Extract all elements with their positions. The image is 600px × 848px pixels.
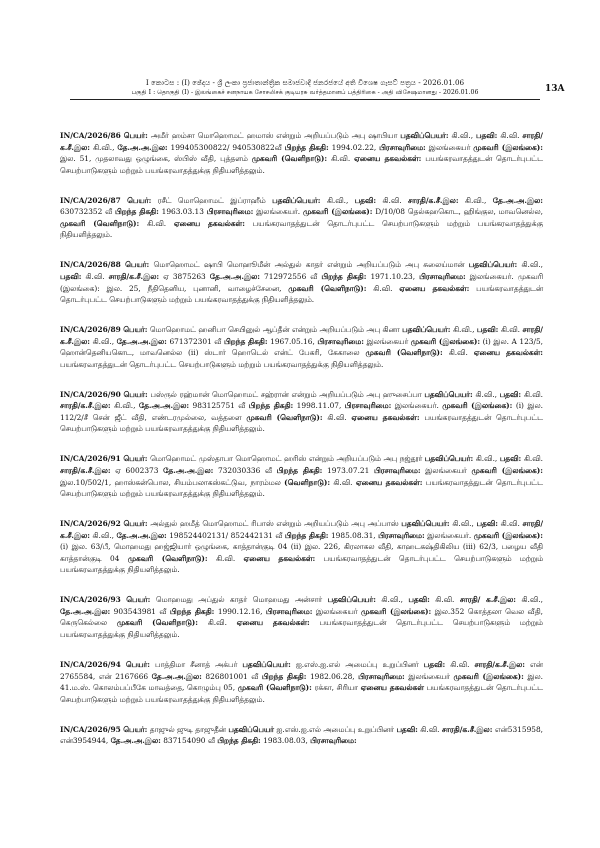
field-label: தே.அ.அ.இல: — [138, 401, 190, 411]
field-value: 630732352 வீ — [60, 207, 113, 217]
field-value: 903543981 வீ — [113, 606, 167, 616]
list-item — [60, 518, 543, 576]
field-value: மொஹொமட் ஷாபி மொஹூமீன் அல்துல் காதர் என்றும் அறியப்படும் அபு சுலைய்மான் — [153, 260, 465, 270]
field-label: பிரசாவுரிமை: — [373, 465, 421, 475]
field-label: பதவிப்பெயர்: — [424, 454, 474, 464]
field-label: பதவிப்பெயர்: — [242, 659, 291, 669]
field-label: சாரதி/க.சீ.இல: — [60, 401, 111, 411]
field-label: பிரசாவுரிமை: — [206, 207, 254, 217]
entry-id: IN/CA/2026/91 — [60, 454, 121, 464]
field-value: இலங்கையர் — [315, 606, 358, 616]
field-value: 1982.06.28, — [309, 671, 355, 681]
field-label: பதவி: — [499, 454, 522, 464]
field-label: முகவரி (வெளிநாடு): — [251, 154, 328, 164]
field-label: பதவிப்பெயர்: — [272, 195, 321, 205]
list-item — [60, 389, 543, 435]
field-value: இலங்கையர். — [256, 207, 301, 217]
field-value: கி.வி. — [435, 595, 455, 605]
field-value: 983125751 வீ — [192, 401, 246, 411]
field-value: கி.வி., — [475, 389, 497, 399]
field-label: பதவிப்பெயர்: — [424, 389, 473, 399]
field-label: பெயர்: — [123, 519, 148, 529]
field-value: பயங்கரவாதத்துடன் தொடர்புபட்ட செயற்பாடுகளும் மற்றும் பயங்கரவாதத்துக்கு நிதியளித்தலும். — [60, 359, 384, 369]
field-value: கி.வி. — [207, 618, 227, 628]
field-value: 1967.05.16, — [270, 336, 315, 346]
field-label: பிறந்த திகதி: — [284, 142, 329, 152]
field-label: பதவிப்பெயர்: — [402, 325, 451, 335]
field-value: 732030336 வீ — [217, 465, 273, 475]
field-label: சாரதி/க.சீ.இல: — [60, 325, 543, 346]
field-label: சாரதி/க.சீ.இல: — [441, 724, 493, 734]
field-label: பிரசாவுரிமை: — [310, 736, 357, 746]
field-label: பெயர்: — [127, 195, 152, 205]
field-value: கி.வி. — [450, 659, 470, 669]
field-value: இலங்கையர் — [425, 465, 467, 475]
entry-id: IN/CA/2026/86 — [60, 131, 121, 140]
field-label: முகவரி (இலங்கை): — [410, 336, 481, 346]
field-label: பிரசாவுரிமை: — [344, 401, 392, 411]
header-tamil-line: பகுதி I : தொகுதி (I) - இலங்கைச் சனநாயக சோசலிசக் குடியரசு வர்த்தமானப் பத்திரிகை - அதி விசேஷமானது - 2026.01.06 — [70, 88, 540, 100]
field-label: பெயர்: — [123, 389, 148, 399]
field-value: 837154090 வீ — [163, 736, 215, 746]
page-number: 13A — [545, 84, 565, 94]
field-label: பதவி: — [499, 389, 522, 399]
field-value: அல்துல் ஹமீத் மொஹொமட் ரிபாஸ் என்றும் அறியப்படும் அபு அப்பாஸ் — [150, 519, 399, 529]
entry-id: IN/CA/2026/88 — [60, 260, 121, 270]
field-value: D/10/08 தெல்கஹகொட, ஹிங்குல, மாவனெல்ல, — [375, 207, 544, 217]
field-value: (i) இல. 63/பீ, மொஹமது ஹஜ்ஜியார் ஒழுங்கை, காத்தான்குடி 04 (ii) இல. 226, கிரலாகல வீதி, காஹடகஷ்திகிலிய (iii) 62/3, பழைய வீதி காத்தான்குடி 04 — [60, 542, 543, 563]
field-label: பிறந்த திகதி: — [276, 465, 323, 475]
field-value: 712972556 வீ — [264, 271, 318, 281]
field-value: கி.வி. — [523, 454, 543, 464]
field-label: பதவிப்பெயர்: — [327, 595, 376, 605]
field-value: என் 2765584, என் 2167666 — [60, 659, 543, 681]
field-label: முகவரி (இலங்கை): — [442, 401, 513, 411]
field-value: கி.வி., — [92, 336, 115, 346]
field-value: பயங்கரவாதத்துடன் தொடர்புபட்ட செயற்பாடுகளும் மற்றும் பயங்கரவாதத்துக்கு நிதியளித்தலும். — [60, 683, 544, 704]
field-value: பயங்கரவாதத்துடன் தொடர்புபட்ட செயற்பாடுகளும் மற்றும் பயங்கரவாதத்துக்கு நிதியளித்தலும். — [60, 218, 543, 240]
page-header — [70, 78, 540, 100]
entry-id: IN/CA/2026/92 — [60, 519, 121, 529]
field-label: சாரதி/க.சீ.இல: — [60, 131, 543, 152]
field-value: இலங்கையர் — [428, 142, 471, 152]
field-value: இலங்கையர் — [366, 336, 409, 346]
field-label: தே.அ.அ.இல: — [110, 736, 161, 746]
field-value: கி.வி. — [448, 348, 468, 358]
field-label: முகவரி (வெளிநாடு): — [237, 683, 312, 693]
field-value: 1990.12.16, — [217, 606, 263, 616]
field-label: பெயர்: — [125, 659, 151, 669]
field-value: பயங்கரவாதத்துடன் தொடர்புபட்ட செயற்பாடுகளும் மற்றும் பயங்கரவாதத்துக்கு நிதியளித்தலும். — [60, 553, 544, 575]
field-value: 1983.08.03, — [263, 736, 308, 746]
field-label: ஏனைய தகவல்கள்: — [473, 348, 543, 358]
field-value: கி.வி. — [333, 477, 353, 487]
entry-id: IN/CA/2026/89 — [60, 325, 121, 335]
field-value: ஏ 6002373 — [115, 465, 159, 475]
field-value: கி.வி., — [521, 260, 543, 270]
field-label: சாரதி/க.சீ.இல: — [108, 271, 160, 281]
field-label: பதவிப்பெயர்: — [468, 260, 518, 270]
field-label: பிறந்த திகதி: — [169, 606, 215, 616]
field-label: தே.அ.அ.இல: — [151, 671, 202, 681]
field-label: பிறந்த திகதி: — [248, 401, 294, 411]
field-value: 1994.02.22, — [331, 142, 377, 152]
field-value: கி.வி., — [452, 519, 474, 529]
field-value: கி.வி., — [92, 142, 115, 152]
field-label: ஏனைய தகவல்கள்: — [355, 477, 423, 487]
list-item — [60, 724, 543, 747]
field-label: முகவரி (இலங்கை): — [302, 207, 373, 217]
list-item — [60, 659, 543, 705]
field-value: கி.வி. — [85, 271, 105, 281]
field-label: தே.அ.அ.இல: — [163, 465, 214, 475]
field-label: பிரசாவுரிமை: — [378, 530, 425, 540]
field-value: கி.வி., — [464, 195, 487, 205]
field-label: சாரதி/ க.சீ.இல: — [459, 595, 517, 605]
field-value: பயங்கரவாதத்துடன் தொடர்புபட்ட செயற்பாடுகளும் மற்றும் பயங்கரவாதத்துக்கு நிதியளித்தலும். — [60, 283, 544, 305]
header-sinhala-line: I කොටස : (I) ඡේදය - ශ්‍රී ලංකා ප්‍රජාතාන්ත්‍රික සමාජවාදී ජනරජයේ අති විශෙෂ ගැසට් පත්‍රය - 2026.01.06 — [145, 78, 465, 87]
field-value: 1985.08.31, — [330, 530, 376, 540]
field-value: இல. 51, முதலாவது ஒழுங்கை, ஸ்பிஸ் வீதி, புத்தளம் — [60, 154, 248, 164]
field-value: மொஹொமட் முஸ்தாபா மொஹொமட் ஹரிஸ் என்றும் அறியப்படும் அபு நஜ்தூர் — [150, 454, 423, 464]
field-value: கி.வி. — [382, 195, 402, 205]
field-value: 1998.11.07, — [296, 401, 342, 411]
field-value: ஏ 3875263 — [163, 271, 206, 281]
field-value: கி.வி. — [373, 283, 393, 293]
field-value: கி.வி. — [216, 553, 236, 563]
field-label: தே.அ.அ.இல: — [116, 530, 167, 540]
field-label: பதவி: — [476, 325, 499, 335]
field-value: கி.வி., — [521, 595, 543, 605]
field-value: 198524402131/ 852442131 வீ — [169, 530, 283, 540]
list-item — [60, 594, 543, 640]
field-label: சாரதி/க.சீ.இல: — [60, 465, 111, 475]
field-value: மொஹொமட் ஹனிபா செயினுல் ஆப்தீன் என்றும் அறியப்படும் அபு கினா — [149, 325, 400, 335]
entry-id: IN/CA/2026/93 — [60, 595, 121, 605]
field-label: பிறந்த திகதி: — [217, 736, 261, 746]
field-value: கி.வி. — [500, 519, 520, 529]
field-label: முகவரி (வெளிநாடு): — [116, 618, 199, 628]
field-value: கி.வி., — [92, 530, 115, 540]
field-label: முகவரி (வெளிநாடு): — [365, 348, 443, 358]
field-value: 1963.03.13 — [161, 207, 204, 217]
field-label: ஏனைய தகவல்கள்: — [351, 412, 420, 422]
field-value: 826801001 வீ — [205, 671, 259, 681]
field-label: ஏனைய தகவல்கள் — [360, 683, 424, 693]
field-value: இல.10/502/1, ஹாஸ்கன்பொல, சியம்பலாகஸ்கட்டுவ, நாரம்மல — [60, 477, 281, 487]
field-value: கி.வி. — [523, 389, 543, 399]
field-value: கி.வி. — [331, 154, 351, 164]
field-value: கி.வி. — [327, 412, 347, 422]
field-label: பிரசாவுரிமை: — [265, 606, 313, 616]
field-value: பயங்கரவாதத்துடன் தொடர்புபட்ட செயற்பாடுகளும் மற்றும் பயங்கரவாதத்துக்கு நிதியளித்தலும். — [60, 412, 543, 434]
field-label: தே.அ.அ.இல: — [209, 271, 261, 281]
field-label: பதவி: — [475, 131, 498, 140]
field-value: கி.வி., — [113, 401, 136, 411]
field-label: ஏனைய தகவல்கள்: — [236, 618, 310, 628]
field-label: பிரசாவுரிமை: — [317, 336, 364, 346]
entry-id: IN/CA/2026/87 — [60, 195, 121, 205]
field-value: இல.352 கொத்தலா வெல வீதி, கெருகெல்லை — [60, 606, 543, 628]
list-item — [60, 324, 543, 370]
field-label: பதவி: — [476, 519, 498, 529]
field-value: கி.வி., — [381, 595, 403, 605]
field-label: முகவரி (இலங்கை): — [473, 530, 543, 540]
field-label: பிரசாவுரிமை: — [419, 271, 466, 281]
entry-id: IN/CA/2026/95 — [60, 724, 121, 734]
field-value: அமீர் ஹம்சா மொஹொமட் ஹமாஸ் என்றும் அறியப்படும் அபு ஷாபியா — [150, 131, 398, 140]
field-label: பதவிப்பெயர்: — [401, 519, 450, 529]
field-value: ஐ.எஸ்.ஐ.எல் அமைப்பு உறுப்பினர் — [295, 659, 419, 669]
field-label: சாரதி/க.சீ.இல: — [408, 195, 459, 205]
field-label: (வெளிநாடு): — [284, 477, 331, 487]
field-value: தாஜுல் ஜுடி தாஜுதீன் — [149, 724, 226, 734]
field-label: முகவரி (இலங்கை): — [453, 671, 524, 681]
list-item — [60, 195, 543, 241]
field-label: பிறந்த திகதி: — [321, 271, 367, 281]
field-value: (i) இல. A 123/5, ஹொன்தெனியகொட, மாவனெல்ல (ii) ஸ்டார் ஹொடெல் என்ட் பேகரி, கேகாலை — [60, 336, 544, 358]
field-label: பிறந்த திகதி: — [114, 207, 159, 217]
field-label: தே.அ.அ.இல: — [60, 606, 111, 616]
field-label: சாரதி/க.சீ.இல: — [60, 519, 544, 540]
field-label: ஏனைய தகவல்கள்: — [243, 553, 316, 563]
field-label: பதவி: — [423, 659, 446, 669]
field-value: பயங்கரவாதத்துடன் தொடர்புபட்ட செயற்பாடுகளும் மற்றும் பயங்கரவாதத்துக்கு நிதியளித்தலும். — [60, 154, 543, 175]
field-label: முகவரி (வெளிநாடு): — [246, 412, 323, 422]
entry-list — [60, 130, 543, 765]
field-label: பிறந்த திகதி: — [284, 530, 329, 540]
field-value: 671372301 வீ — [169, 336, 222, 346]
field-value: கி.வி. — [420, 724, 440, 734]
field-value: கி.வி., — [451, 131, 474, 140]
field-label: பதவி: — [354, 195, 377, 205]
field-value: கி.வி. — [500, 131, 520, 140]
field-label: முகவரி (வெளிநாடு): — [127, 553, 208, 563]
field-label: முகவரி (இலங்கை): — [471, 465, 543, 475]
field-value: 1971.10.23, — [370, 271, 416, 281]
field-label: பிறந்த திகதி: — [223, 336, 268, 346]
field-value: என்5315958, என்3954944, — [60, 724, 544, 746]
field-value: இலங்கையர். முகவரி (இலங்கை): இல. 25, நீதிதெனிய, புனானி, வாழைச்சேனை, — [60, 271, 544, 293]
field-label: பெயர்: — [125, 260, 150, 270]
entry-id: IN/CA/2026/94 — [60, 659, 121, 669]
field-value: பயங்கரவாதத்துடன் தொடர்புபட்ட செயற்பாடுகளும் மற்றும் பயங்கரவாதத்துக்கு நிதியளித்தலும். — [60, 618, 543, 640]
field-value: பயங்கரவாதத்துடன் தொடர்புபட்ட செயற்பாடுகளும் மற்றும் பயங்கரவாதத்துக்கு நிதியளித்தலும். — [60, 477, 543, 499]
field-label: ஏனைய தகவல்கள்: — [399, 283, 470, 293]
field-value: ஐ.எஸ்.ஐ.எல் அமைப்பு உறுப்பினர் — [276, 724, 395, 734]
field-label: ஏனைய தகவல்கள்: — [173, 218, 245, 228]
list-item — [60, 259, 543, 305]
field-value: ரசீட் மொஹொமட் இப்ராஹீம் — [157, 195, 266, 205]
field-label: முகவரி (இலங்கை): — [473, 142, 543, 152]
field-label: பதவிப்பெயர் — [228, 724, 275, 734]
field-label: ஏனைய தகவல்கள்: — [354, 154, 422, 164]
list-item — [60, 130, 543, 176]
field-value: கி.வி., — [326, 195, 349, 205]
field-value: கி.வி., — [452, 325, 475, 335]
field-value: பாத்திமா சீனாத் அக்பர் — [155, 659, 238, 669]
field-label: பெயர்: — [123, 131, 148, 140]
field-label: பெயர்: — [123, 724, 148, 734]
field-value: கி.வி. — [146, 218, 167, 228]
field-label: பிறந்த திகதி: — [261, 671, 307, 681]
field-label: பதவி: — [60, 271, 82, 281]
field-label: தே.அ.அ.இல: — [116, 336, 167, 346]
entry-id: IN/CA/2026/90 — [60, 389, 121, 399]
field-value: (i) இல. 112/2/சீ சென் ஜீட் வீதி, எண்டரமுல்லை, வத்தளை — [60, 401, 544, 422]
field-value: ரக்கா, சிரியா — [314, 683, 358, 693]
field-label: பிரசாவுரிமை: — [358, 671, 405, 681]
field-label: பெயர்: — [126, 595, 151, 605]
field-label: முகவரி (இலங்கை): — [361, 606, 432, 616]
field-label: பிரசாவுரிமை: — [379, 142, 426, 152]
field-label: தே.அ.அ.இல: — [492, 195, 544, 205]
field-value: இல. 41.ம.ஸ். கொலம்பப்பீகே மாவத்தை, கொழும்பு 05, — [60, 671, 543, 693]
field-label: பதவி: — [396, 724, 418, 734]
field-value: 1973.07.21 — [327, 465, 370, 475]
field-label: பதவி: — [408, 595, 430, 605]
field-value: இலங்கையர் — [408, 671, 450, 681]
field-value: பஸ்ருல் ரஹ்மான் மொஹொமட் சஹ்ரான் என்றும் அறியப்படும் அபு ஹுசைப்பா — [150, 389, 422, 399]
field-label: முகவரி (வெளிநாடு): — [60, 218, 140, 228]
field-label: சாரதி/க.சீ.இல: — [474, 659, 525, 669]
field-value: மொஹமது அப்துல் காதர் மொஹமது அன்சார் — [155, 595, 323, 605]
field-value: இலங்கையர். — [394, 401, 439, 411]
field-value: 199405300822/ 940530822வீ — [170, 142, 282, 152]
field-value: கி.வி., — [475, 454, 498, 464]
list-item — [60, 453, 543, 499]
field-value: இலங்கையர். — [427, 530, 472, 540]
field-value: கி.வி. — [500, 325, 520, 335]
field-label: பெயர்: — [123, 325, 148, 335]
field-label: பெயர்: — [123, 454, 148, 464]
field-label: முகவரி (வெளிநாடு): — [288, 283, 367, 293]
field-label: பதவிப்பெயர்: — [400, 131, 449, 140]
field-label: தே.அ.அ.இல: — [117, 142, 168, 152]
